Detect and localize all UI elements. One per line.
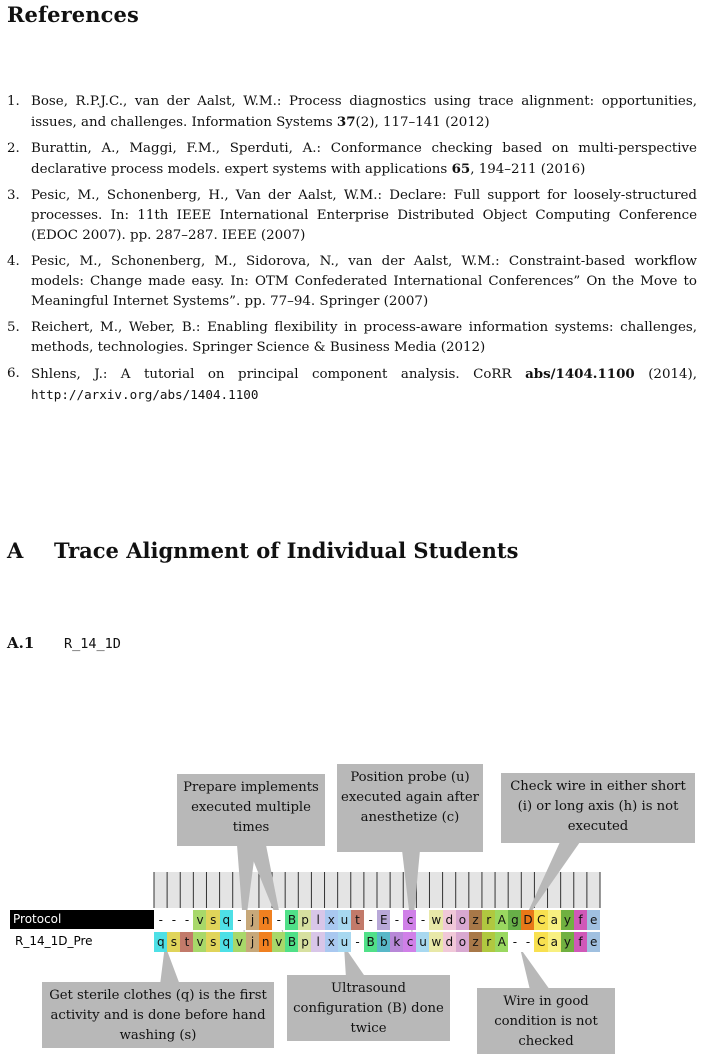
protocol-cell: - [390,910,404,930]
trace-cell: e [587,932,601,952]
subsection-number: A.1 [7,634,35,652]
trace-cell: - [351,932,365,952]
protocol-cell: - [233,910,247,930]
trace-cell: r [482,932,496,952]
trace-cell: u [338,932,352,952]
reference-number: 1. [7,94,20,109]
reference-number: 3. [7,188,20,203]
protocol-cell: r [482,910,496,930]
trace-cell: q [154,932,168,952]
appendix-title: Trace Alignment of Individual Students [54,538,519,563]
protocol-cell: s [206,910,220,930]
protocol-cell: l [311,910,325,930]
trace-cell: a [548,932,562,952]
trace-cell: v [272,932,286,952]
protocol-cell: c [403,910,417,930]
protocol-cell: - [416,910,430,930]
protocol-cell: y [561,910,575,930]
trace-cell: c [403,932,417,952]
callout-prepare-implements: Prepare implements executed multiple times [177,774,325,846]
trace-cell: u [416,932,430,952]
protocol-cell: x [325,910,339,930]
trace-cell: l [311,932,325,952]
protocol-cell: - [272,910,286,930]
trace-cell: j [246,932,260,952]
trace-cell: d [443,932,457,952]
protocol-cell: E [377,910,391,930]
reference-text-end: (2014), [634,367,697,382]
reference-text: Pesic, M., Schonenberg, H., Van der Aalst, W.M.: Declare: Full support for loosely-structured processes. In: 11th IEEE International Enterprise Distributed Object Computing Conference (EDOC 2007). pp. 287–287. IEEE (2007) [31,188,697,243]
callout-position-probe: Position probe (u) executed again after anesthetize (c) [337,764,483,852]
callout-sterile-clothes: Get sterile clothes (q) is the first activity and is done before hand washing (s) [42,982,274,1048]
pointer-wiregood [520,948,550,990]
callout-ultrasound: Ultrasound configuration (B) done twice [287,975,450,1041]
protocol-cell: D [521,910,535,930]
reference-number: 6. [7,366,20,381]
reference-volume: 37 [336,114,356,130]
trace-cell: p [298,932,312,952]
trace-cell: f [574,932,588,952]
subsection-code: R_14_1D [64,636,121,652]
trace-cell: v [193,932,207,952]
trace-cell: x [325,932,339,952]
protocol-cell: t [351,910,365,930]
protocol-cell: w [429,910,443,930]
reference-text: Bose, R.P.J.C., van der Aalst, W.M.: Process diagnostics using trace alignment: opportunities, issues, and challenges. Information Systems [31,94,697,130]
protocol-cell: f [574,910,588,930]
trace-cell: - [508,932,522,952]
trace-cell: s [167,932,181,952]
trace-cell: n [259,932,273,952]
trace-cell: b [377,932,391,952]
reference-text-end: , 194–211 (2016) [470,162,586,177]
trace-cell: w [429,932,443,952]
protocol-cell: u [338,910,352,930]
trace-cell: A [495,932,509,952]
reference-volume: 65 [451,161,471,177]
reference-number: 2. [7,141,20,156]
protocol-cell: - [180,910,194,930]
trace-cell: v [233,932,247,952]
protocol-cell: p [298,910,312,930]
callout-wire-good: Wire in good condition is not checked [477,988,615,1054]
protocol-cell: e [587,910,601,930]
protocol-cell: A [495,910,509,930]
callout-check-wire: Check wire in either short (i) or long axis (h) is not executed [501,773,695,843]
protocol-cell: z [469,910,483,930]
references-heading: References [7,2,139,27]
reference-volume: abs/1404.1100 [525,366,635,382]
reference-text: Shlens, J.: A tutorial on principal component analysis. CoRR [31,367,526,382]
protocol-row-label: Protocol [10,910,154,929]
protocol-cell: q [220,910,234,930]
trace-cell: B [285,932,299,952]
trace-cell: s [206,932,220,952]
trace-cell: C [534,932,548,952]
protocol-cell: - [154,910,168,930]
reference-url-link[interactable]: http://arxiv.org/abs/1404.1100 [31,387,259,402]
protocol-cell: a [548,910,562,930]
trace-cell: y [561,932,575,952]
appendix-number: A [7,538,24,563]
reference-text: Burattin, A., Maggi, F.M., Sperduti, A.: Conformance checking based on multi-perspective declarative process models. expert systems with applications [31,141,697,177]
protocol-cell: C [534,910,548,930]
protocol-cell: B [285,910,299,930]
trace-cell: - [521,932,535,952]
protocol-cell: d [443,910,457,930]
reference-number: 4. [7,254,20,269]
protocol-cell: - [167,910,181,930]
reference-number: 5. [7,320,20,335]
trace-cell: q [220,932,234,952]
trace-cell: k [390,932,404,952]
trace-row-label: R_14_1D_Pre [15,934,93,948]
protocol-cell: o [456,910,470,930]
protocol-cell: j [246,910,260,930]
trace-cell: B [364,932,378,952]
protocol-cell: v [193,910,207,930]
trace-cell: o [456,932,470,952]
reference-text: Reichert, M., Weber, B.: Enabling flexibility in process-aware information systems: challenges, methods, technologies. Springer Science & Business Media (2012) [31,320,697,355]
protocol-cell: n [259,910,273,930]
reference-text-end: (2), 117–141 (2012) [355,115,490,130]
reference-text: Pesic, M., Schonenberg, M., Sidorova, N., van der Aalst, W.M.: Constraint-based workflow models: Change made easy. In: OTM Confederated International Conferences” On the Move to Meaningful Internet Systems”. pp. 77–94. Springer (2007) [31,254,697,309]
trace-cell: z [469,932,483,952]
trace-cell: t [180,932,194,952]
protocol-cell: g [508,910,522,930]
protocol-cell: - [364,910,378,930]
